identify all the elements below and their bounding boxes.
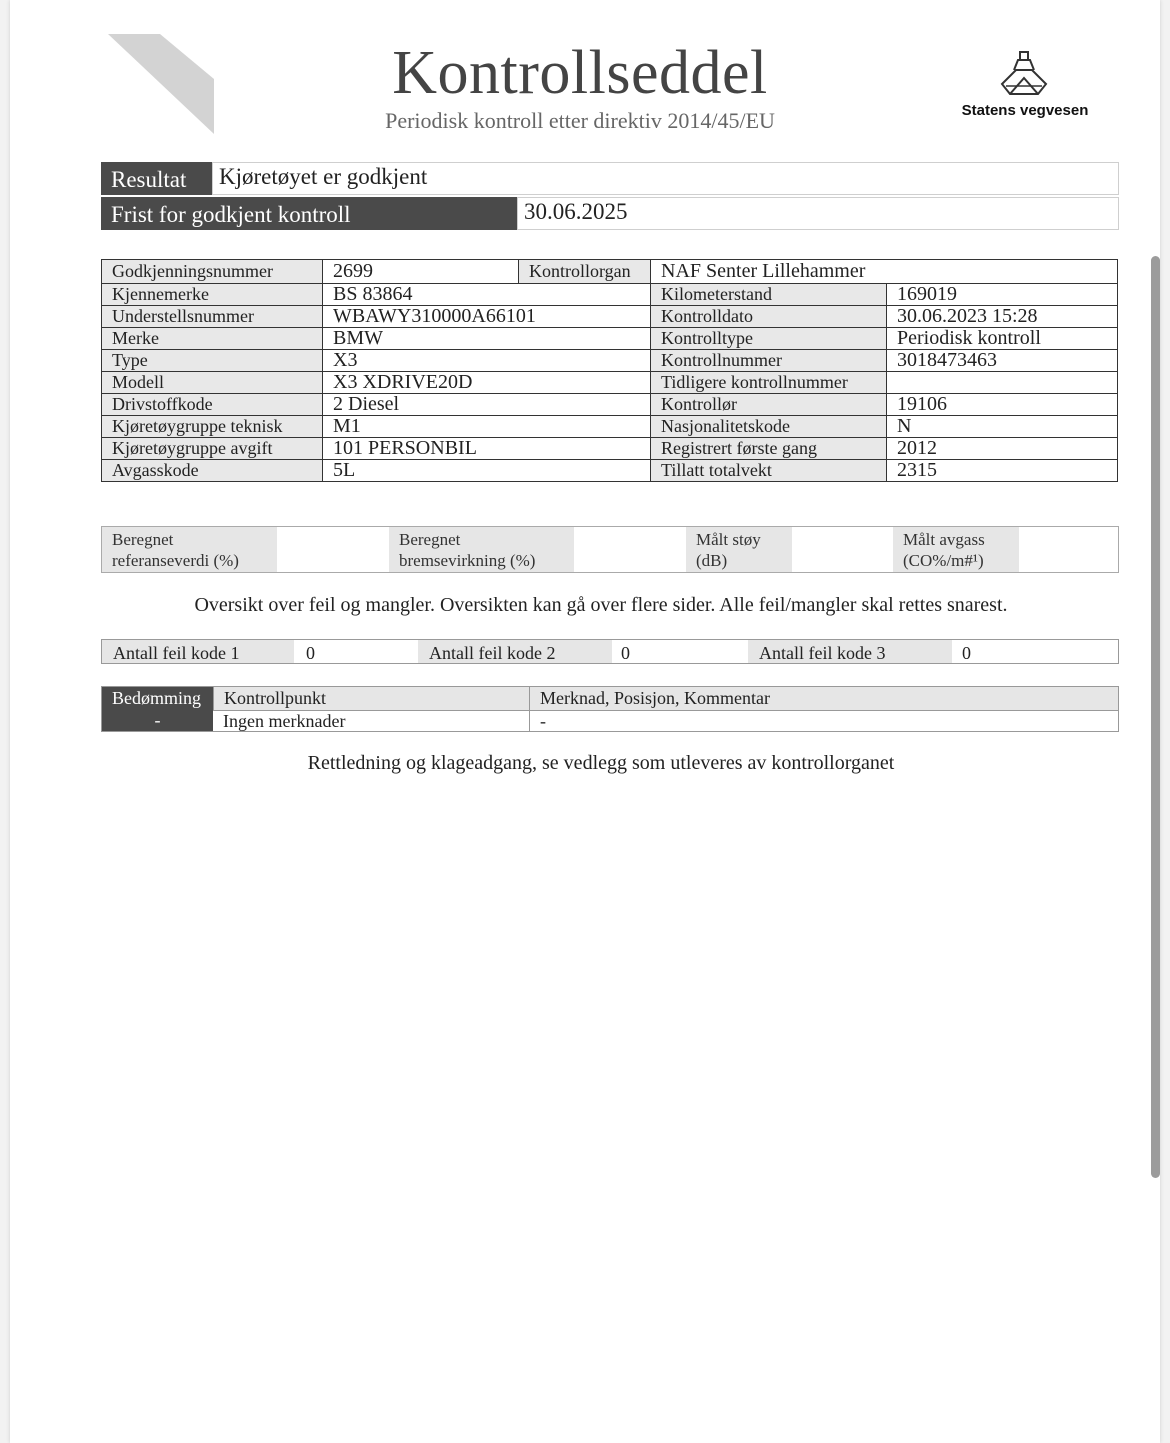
vehicle-left-label: Kjøretøygruppe avgift [102, 438, 323, 460]
fault-code-1-value: 0 [306, 643, 315, 663]
vehicle-left-label: Drivstoffkode [102, 394, 323, 416]
comment-header: Merknad, Posisjon, Kommentar [529, 687, 1118, 710]
table-row [102, 284, 1118, 306]
fault-code-3-value: 0 [962, 643, 971, 663]
fault-code-3-label: Antall feil kode 3 [748, 640, 952, 663]
table-row [102, 416, 1118, 438]
vehicle-left-value: X3 XDRIVE20D [323, 372, 651, 394]
vehicle-right-label: Kontrolltype [651, 328, 887, 350]
vehicle-left-label: Kjøretøygruppe teknisk [102, 416, 323, 438]
page-title: Kontrollseddel [392, 39, 768, 107]
result-value: Kjøretøyet er godkjent [212, 162, 1119, 195]
vehicle-right-label: Tidligere kontrollnummer [651, 372, 887, 394]
fault-code-2-label: Antall feil kode 2 [418, 640, 612, 663]
result-box [101, 162, 1119, 230]
vehicle-left-value: 2 Diesel [323, 394, 651, 416]
table-row [102, 438, 1118, 460]
control-body-value: NAF Senter Lillehammer [651, 260, 1118, 284]
vehicle-right-value: 2012 [887, 438, 1118, 460]
measurement-reference-label: Beregnet referanseverdi (%) [102, 527, 277, 572]
vehicle-right-value: 3018473463 [887, 350, 1118, 372]
vehicle-right-label: Kontrolldato [651, 306, 887, 328]
vehicle-left-value: 5L [323, 460, 651, 482]
table-row [102, 372, 1118, 394]
remarks-table [101, 686, 1119, 732]
vehicle-right-value: 19106 [887, 394, 1118, 416]
rating-value: - [102, 710, 213, 731]
table-row [102, 460, 1118, 482]
vehicle-right-value: Periodisk kontroll [887, 328, 1118, 350]
vehicle-right-label: Registrert første gang [651, 438, 887, 460]
vehicle-right-label: Tillatt totalvekt [651, 460, 887, 482]
vehicle-info-table [101, 259, 1118, 482]
vehicle-left-label: Type [102, 350, 323, 372]
vehicle-left-value: WBAWY310000A66101 [323, 306, 651, 328]
vehicle-left-label: Modell [102, 372, 323, 394]
scrollbar[interactable] [1151, 256, 1160, 1178]
document-page [10, 0, 1160, 1443]
table-row [102, 306, 1118, 328]
vehicle-left-label: Merke [102, 328, 323, 350]
vehicle-left-value: 101 PERSONBIL [323, 438, 651, 460]
vehicle-left-label: Understellsnummer [102, 306, 323, 328]
vehicle-right-value: N [887, 416, 1118, 438]
deadline-label: Frist for godkjent kontroll [101, 197, 517, 230]
comment-value: - [529, 710, 1118, 731]
measurements-box [101, 526, 1119, 573]
fault-code-2-value: 0 [621, 643, 630, 663]
vehicle-right-value: 2315 [887, 460, 1118, 482]
measurement-noise-label: Målt støy (dB) [686, 527, 792, 572]
control-body-label: Kontrollorgan [519, 260, 651, 284]
measurement-brake-label: Beregnet bremsevirkning (%) [389, 527, 574, 572]
vehicle-left-value: M1 [323, 416, 651, 438]
vehicle-right-label: Nasjonalitetskode [651, 416, 887, 438]
vehicle-left-label: Kjennemerke [102, 284, 323, 306]
table-row [102, 260, 1118, 284]
vehicle-right-value: 169019 [887, 284, 1118, 306]
vehicle-right-value: 30.06.2023 15:28 [887, 306, 1118, 328]
vehicle-right-label: Kilometerstand [651, 284, 887, 306]
table-row [102, 328, 1118, 350]
corner-decoration [108, 34, 214, 134]
vehicle-left-value: BS 83864 [323, 284, 651, 306]
vehicle-right-label: Kontrollør [651, 394, 887, 416]
fault-code-1-label: Antall feil kode 1 [102, 640, 294, 663]
footer-text: Rettledning og klageadgang, se vedlegg som utleveres av kontrollorganet [307, 752, 895, 774]
rating-header: Bedømming [102, 687, 213, 710]
page-subtitle: Periodisk kontroll etter direktiv 2014/45/EU [385, 108, 775, 133]
measurement-exhaust-label: Målt avgass (CO%/m#¹) [893, 527, 1019, 572]
deadline-value: 30.06.2025 [517, 197, 1119, 230]
logo-text: Statens vegvesen [961, 102, 1089, 119]
vehicle-right-label: Kontrollnummer [651, 350, 887, 372]
result-label: Resultat [101, 162, 212, 195]
approval-number-value: 2699 [323, 260, 519, 284]
checkpoint-header: Kontrollpunkt [213, 687, 529, 710]
table-row [102, 394, 1118, 416]
summary-text: Oversikt over feil og mangler. Oversikten kan gå over flere sider. Alle feil/mangler skal rettes snarest. [194, 594, 1008, 616]
vehicle-left-value: BMW [323, 328, 651, 350]
vehicle-left-label: Avgasskode [102, 460, 323, 482]
fault-counts [101, 639, 1119, 664]
vehicle-left-value: X3 [323, 350, 651, 372]
table-row [102, 350, 1118, 372]
checkpoint-value: Ingen merknader [213, 710, 529, 731]
approval-number-label: Godkjenningsnummer [102, 260, 323, 284]
vehicle-right-value [887, 372, 1118, 394]
